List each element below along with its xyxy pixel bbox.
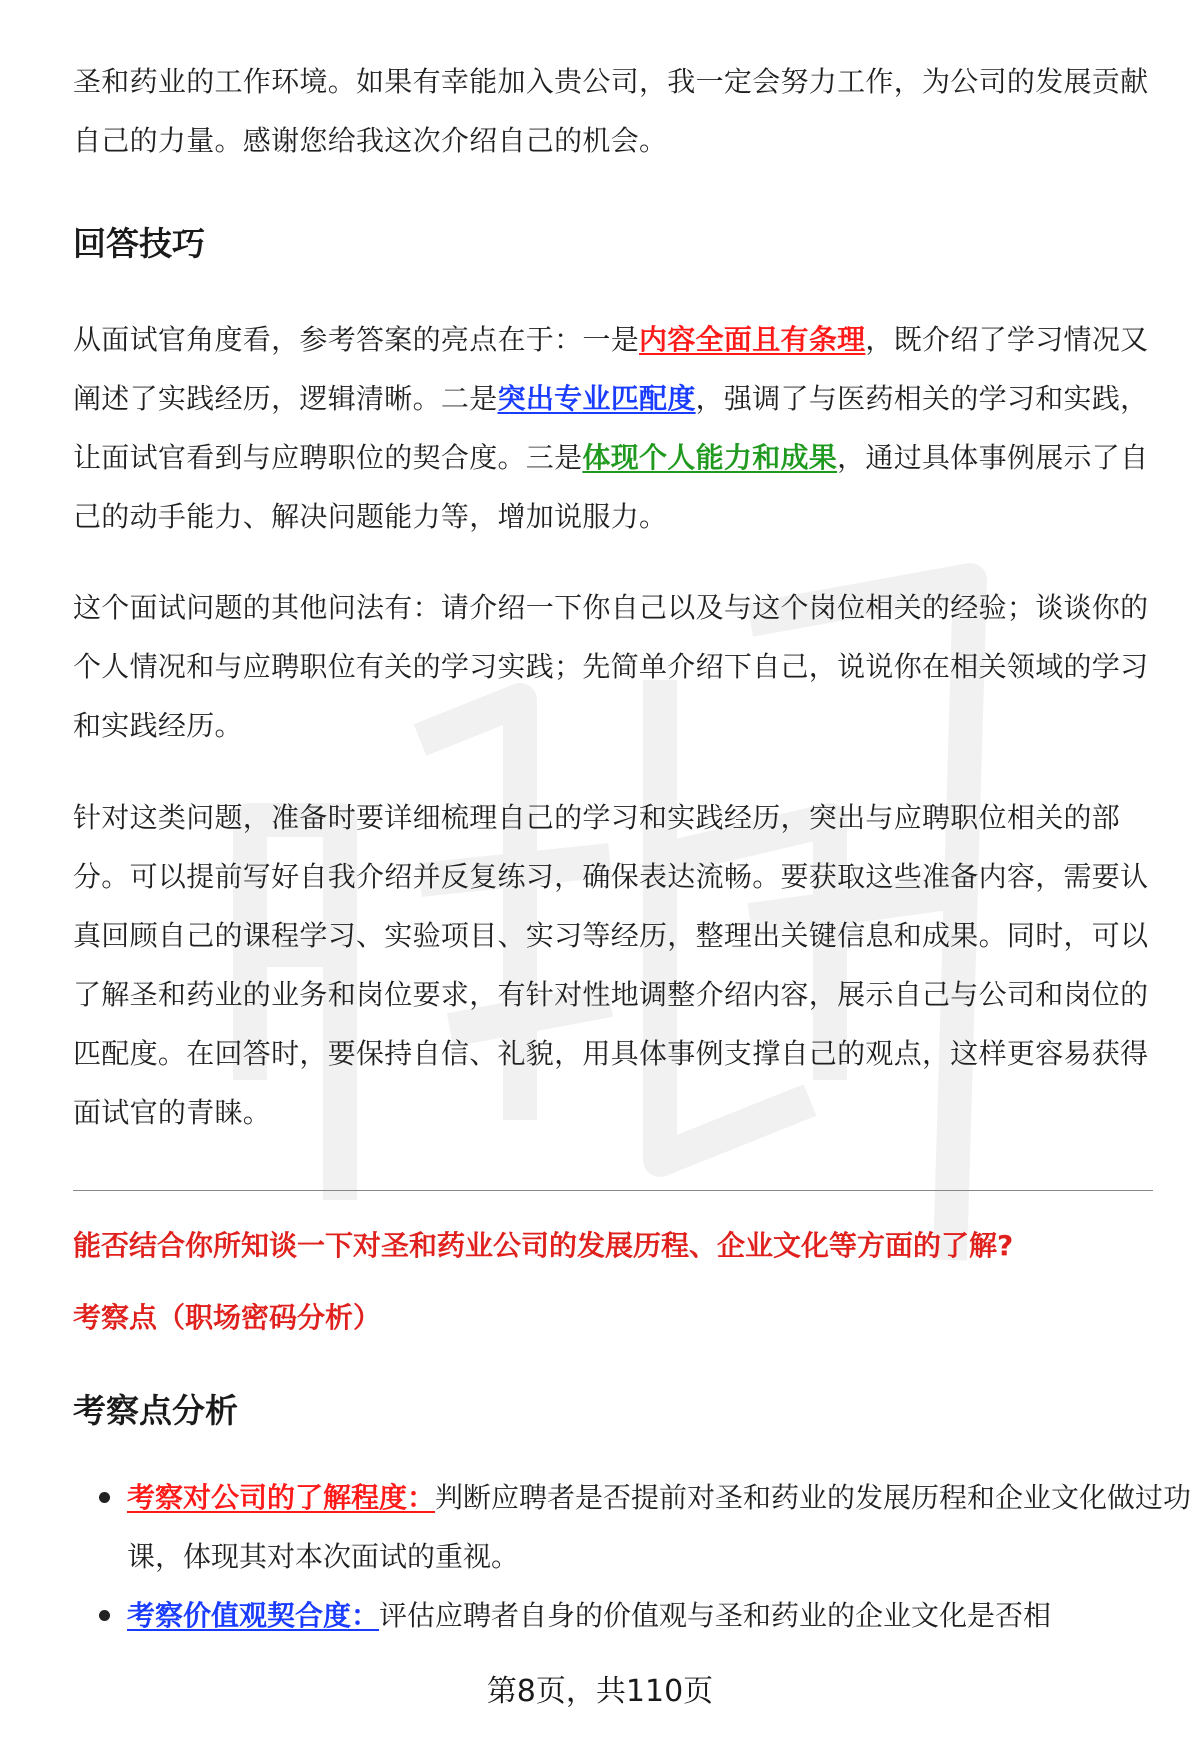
text-segment: ，强调了与医药相关的学习和实践，让面试官看到与应聘职位的契合度。三是 — [73, 382, 1149, 474]
highlight-comprehensive: 内容全面且有条理 — [639, 323, 866, 356]
text-segment: ，通过具体事例展示了自己的动手能力、解决问题能力等，增加说服力。 — [73, 441, 1149, 533]
page-footer: 第8页，共110页 — [486, 1674, 714, 1709]
question-title: 能否结合你所知谈一下对圣和药业公司的发展历程、企业文化等方面的了解? — [73, 1229, 1014, 1262]
heading-analysis: 考察点分析 — [73, 1391, 238, 1430]
point-label-company-knowledge: 考察对公司的了解程度： — [127, 1481, 436, 1514]
paragraph-preparation-advice: 针对这类问题，准备时要详细梳理自己的学习和实践经历，突出与应聘职位相关的部分。可以提前写好自我介绍并反复练习，确保表达流畅。要获取这些准备内容，需要认真回顾自己的课程学习、实验项目、实习等经历，整理出关键信息和成果。同时，可以了解圣和药业的业务和岗位要求，有针对性地调整介绍内容，展示自己与公司和岗位的匹配度。在回答时，要保持自信、礼貌，用具体事例支撑自己的观点，这样更容易获得面试官的青睐。 — [73, 801, 1149, 1129]
point-label-value-fit: 考察价值观契合度： — [127, 1599, 380, 1632]
paragraph-tips-highlights — [73, 310, 1153, 546]
section-divider — [73, 1190, 1153, 1191]
point-text: 评估应聘者自身的价值观与圣和药业的企业文化是否相 — [379, 1599, 1052, 1632]
highlight-professional-match: 突出专业匹配度 — [497, 382, 696, 415]
heading-tips: 回答技巧 — [73, 224, 205, 263]
list-item — [127, 1586, 1200, 1645]
point-text: 判断应聘者是否提前对圣和药业的发展历程和企业文化做过功课，体现其对本次面试的重视。 — [127, 1481, 1192, 1573]
analysis-point-list — [73, 1468, 1200, 1645]
list-item — [127, 1468, 1200, 1586]
paragraph-intro-end: 圣和药业的工作环境。如果有幸能加入贵公司，我一定会努力工作，为公司的发展贡献自己的力量。感谢您给我这次介绍自己的机会。 — [73, 65, 1149, 157]
text-segment: 从面试官角度看，参考答案的亮点在于：一是 — [73, 323, 640, 356]
paragraph-alternative-questions: 这个面试问题的其他问法有：请介绍一下你自己以及与这个岗位相关的经验；谈谈你的个人情况和与应聘职位有关的学习实践；先简单介绍下自己，说说你在相关领域的学习和实践经历。 — [73, 591, 1149, 742]
highlight-ability-results: 体现个人能力和成果 — [582, 441, 838, 474]
question-subtitle: 考察点（职场密码分析） — [73, 1301, 382, 1334]
text-segment: ，既介绍了学习情况又阐述了实践经历，逻辑清晰。二是 — [73, 323, 1149, 415]
